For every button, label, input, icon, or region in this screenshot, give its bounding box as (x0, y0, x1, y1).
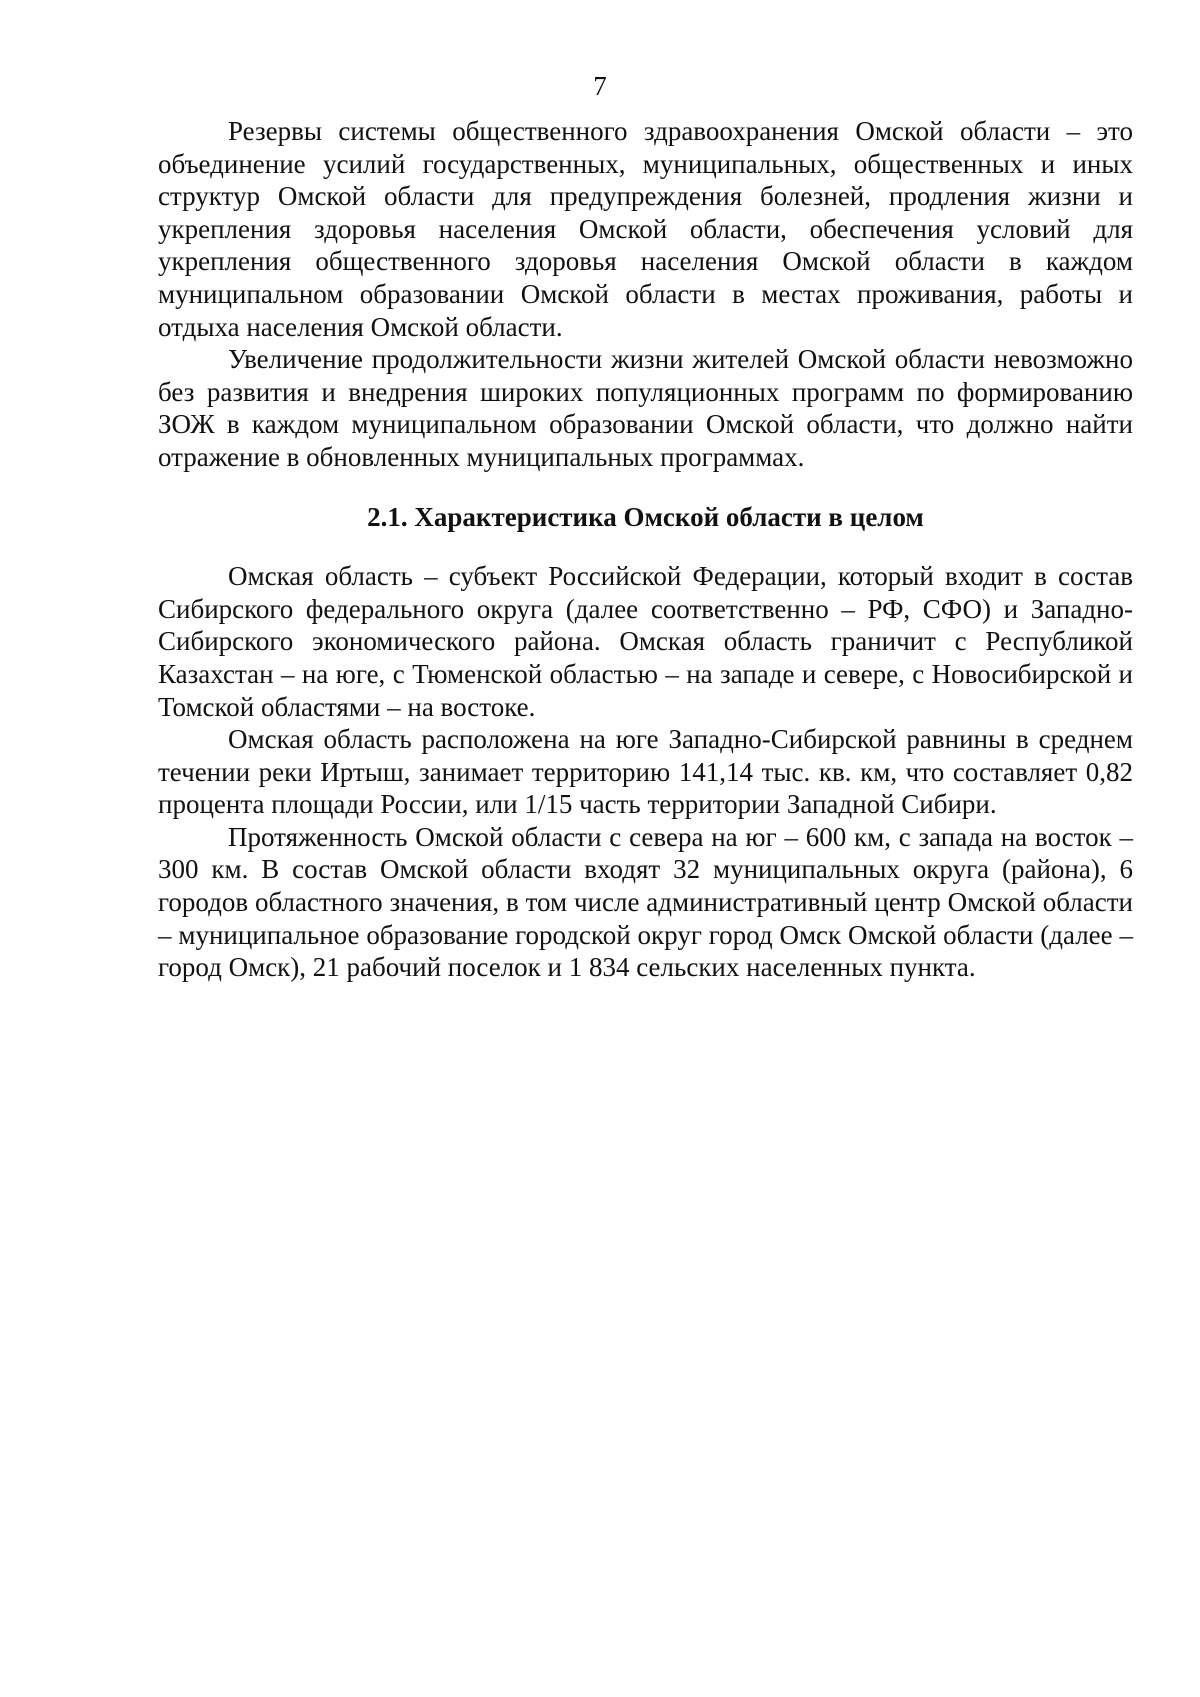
page-content (158, 115, 1133, 984)
intro-paragraph-2: Увеличение продолжительности жизни жителей Омской области невозможно без развития и внедрения широких популяционных программ по формированию ЗОЖ в каждом муниципальном образовании Омской области, что должно найти отражение в обновленных муниципальных программах. (158, 344, 1133, 472)
section-paragraph-3: Протяженность Омской области с севера на юг – 600 км, с запада на восток – 300 км. В состав Омской области входят 32 муниципальных округа (района), 6 городов областного значения, в том числе административный центр Омской области – муниципальное образование городской округ город Омск Омской области (далее – город Омск), 21 рабочий поселок и 1 834 сельских населенных пункта. (158, 821, 1133, 983)
section-paragraph-1: Омская область – субъект Российской Федерации, который входит в состав Сибирского федерального округа (далее соответственно – РФ, СФО) и Западно-Сибирского экономического района. Омская область граничит с Республикой Казахстан – на юге, с Тюменской областью – на западе и севере, с Новосибирской и Томской областями – на востоке. (158, 561, 1133, 722)
section-paragraph-2: Омская область расположена на юге Западно-Сибирской равнины в среднем течении реки Иртыш, занимает территорию 141,14 тыс. кв. км, что составляет 0,82 процента площади России, или 1/15 часть территории Западной Сибири. (158, 724, 1133, 820)
page-number: 7 (593, 71, 607, 101)
section-heading: 2.1. Характеристика Омской области в целом (367, 501, 924, 532)
intro-paragraph-1: Резервы системы общественного здравоохранения Омской области – это объединение усилий государственных, муниципальных, общественных и иных структур Омской области для предупреждения болезней, продления жизни и укрепления здоровья населения Омской области, обеспечения условий для укрепления общественного здоровья населения Омской области в каждом муниципальном образовании Омской области в местах проживания, работы и отдыха населения Омской области. (158, 116, 1133, 342)
